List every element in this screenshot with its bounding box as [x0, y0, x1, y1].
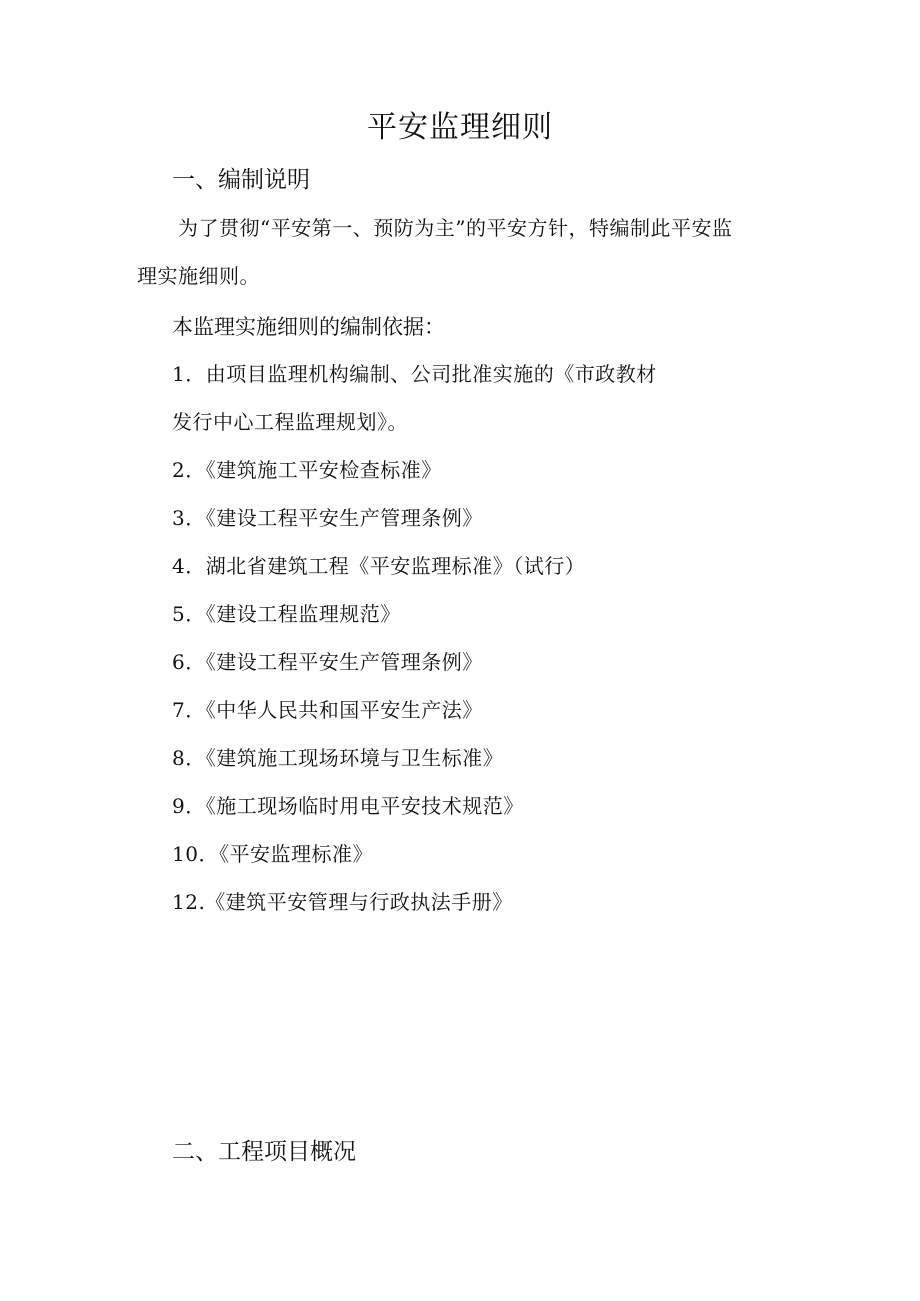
document-title: 平安监理细则: [367, 110, 553, 145]
basis-item: 6．《建设工程平安生产管理条例》: [172, 650, 483, 674]
basis-item: 8．《建筑施工现场环境与卫生标准》: [172, 746, 504, 770]
basis-title: 本监理实施细则的编制依据：: [172, 315, 445, 339]
section-heading-project-overview: 二、工程项目概况: [172, 1139, 356, 1165]
intro-paragraph-line-1: 为了贯彻“平安第一、预防为主”的平安方针，特编制此平安监: [178, 216, 733, 240]
section-heading-compilation: 一、编制说明: [172, 167, 310, 193]
intro-paragraph-line-2: 理实施细则。: [137, 264, 260, 288]
basis-item: 12.《建筑平安管理与行政执法手册》: [172, 890, 513, 914]
basis-item: 3．《建设工程平安生产管理条例》: [172, 506, 483, 530]
basis-item: 5．《建设工程监理规范》: [172, 602, 401, 626]
basis-item: 2．《建筑施工平安检查标准》: [172, 458, 442, 482]
basis-item: 1．由项目监理机构编制、公司批准实施的《市政教材: [172, 362, 657, 386]
basis-item: 发行中心工程监理规划》。: [172, 410, 408, 434]
basis-item: 10．《平安监理标准》: [172, 842, 373, 866]
basis-item: 4．湖北省建筑工程《平安监理标准》（试行）: [172, 554, 586, 578]
basis-item: 7．《中华人民共和国平安生产法》: [172, 698, 483, 722]
basis-item: 9．《施工现场临时用电平安技术规范》: [172, 794, 524, 818]
